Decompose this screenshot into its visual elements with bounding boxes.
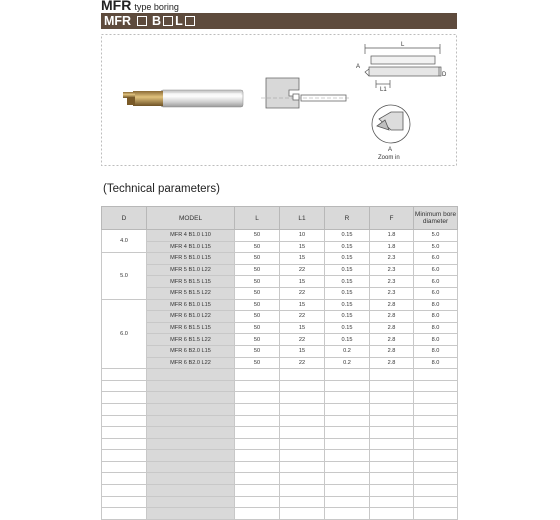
empty-cell xyxy=(235,392,280,404)
empty-cell xyxy=(325,450,370,462)
empty-cell xyxy=(280,438,325,450)
empty-cell xyxy=(370,461,414,473)
cell-d: 5.0 xyxy=(102,253,147,299)
cell-min: 5.0 xyxy=(414,241,458,253)
empty-table-row xyxy=(102,461,458,473)
empty-cell xyxy=(235,369,280,381)
dim-L-label: L xyxy=(401,42,405,48)
empty-table-row xyxy=(102,496,458,508)
cell-r: 0.15 xyxy=(325,276,370,288)
placeholder-box-icon xyxy=(163,16,173,26)
cell-l: 50 xyxy=(235,241,280,253)
empty-cell xyxy=(235,427,280,439)
cell-r: 0.15 xyxy=(325,299,370,311)
empty-cell xyxy=(147,392,235,404)
empty-cell xyxy=(102,415,147,427)
table-row xyxy=(102,299,458,311)
empty-table-row xyxy=(102,403,458,415)
technical-parameters-title: (Technical parameters) xyxy=(103,183,220,195)
empty-cell xyxy=(414,473,458,485)
table-row xyxy=(102,264,458,276)
empty-cell xyxy=(325,473,370,485)
empty-cell xyxy=(370,415,414,427)
empty-cell xyxy=(325,415,370,427)
band-prefix: MFR xyxy=(104,14,132,28)
cell-f: 2.8 xyxy=(370,345,414,357)
min-bore-line2: diameter xyxy=(422,218,449,225)
empty-cell xyxy=(370,380,414,392)
cell-l1: 22 xyxy=(280,287,325,299)
zoom-detail-circle xyxy=(372,105,410,143)
table-header-row xyxy=(102,207,458,230)
cell-l1: 15 xyxy=(280,253,325,265)
cell-l1: 15 xyxy=(280,299,325,311)
empty-cell xyxy=(325,461,370,473)
cell-min: 8.0 xyxy=(414,322,458,334)
table-row xyxy=(102,287,458,299)
view-A-label: A xyxy=(356,64,361,70)
empty-cell xyxy=(147,461,235,473)
cell-model: MFR 6 B1.5 L15 xyxy=(147,322,235,334)
cell-d: 6.0 xyxy=(102,299,147,369)
cell-l1: 22 xyxy=(280,264,325,276)
table-row xyxy=(102,276,458,288)
cell-l: 50 xyxy=(235,287,280,299)
cell-f: 2.3 xyxy=(370,276,414,288)
cell-f: 2.8 xyxy=(370,322,414,334)
empty-cell xyxy=(235,508,280,520)
empty-cell xyxy=(280,508,325,520)
cell-f: 1.8 xyxy=(370,230,414,242)
cell-l1: 22 xyxy=(280,334,325,346)
table-row xyxy=(102,241,458,253)
cross-section-drawing xyxy=(261,78,351,108)
empty-cell xyxy=(102,473,147,485)
cell-r: 0.15 xyxy=(325,322,370,334)
cell-f: 2.3 xyxy=(370,287,414,299)
empty-table-row xyxy=(102,508,458,520)
empty-cell xyxy=(280,461,325,473)
cell-r: 0.15 xyxy=(325,241,370,253)
cell-model: MFR 6 B1.0 L15 xyxy=(147,299,235,311)
empty-cell xyxy=(370,403,414,415)
empty-cell xyxy=(235,461,280,473)
col-header-f: F xyxy=(370,207,414,230)
tool-photo-image xyxy=(123,90,243,107)
cell-min: 8.0 xyxy=(414,357,458,369)
empty-cell xyxy=(280,403,325,415)
empty-cell xyxy=(414,369,458,381)
dim-D-label: D xyxy=(442,72,447,78)
empty-cell xyxy=(280,473,325,485)
empty-cell xyxy=(235,380,280,392)
empty-table-row xyxy=(102,438,458,450)
cell-r: 0.15 xyxy=(325,253,370,265)
cell-min: 8.0 xyxy=(414,299,458,311)
cell-min: 6.0 xyxy=(414,264,458,276)
empty-cell xyxy=(280,427,325,439)
empty-cell xyxy=(414,485,458,497)
cell-l: 50 xyxy=(235,357,280,369)
empty-cell xyxy=(370,473,414,485)
empty-cell xyxy=(147,508,235,520)
cell-min: 8.0 xyxy=(414,334,458,346)
cell-model: MFR 5 B1.5 L15 xyxy=(147,276,235,288)
cell-l: 50 xyxy=(235,276,280,288)
cell-r: 0.2 xyxy=(325,345,370,357)
col-header-l1: L1 xyxy=(280,207,325,230)
col-header-d: D xyxy=(102,207,147,230)
empty-cell xyxy=(280,392,325,404)
empty-cell xyxy=(325,508,370,520)
empty-cell xyxy=(414,415,458,427)
cell-l1: 10 xyxy=(280,230,325,242)
cell-l1: 22 xyxy=(280,357,325,369)
empty-cell xyxy=(147,438,235,450)
empty-cell xyxy=(235,403,280,415)
cell-f: 2.8 xyxy=(370,311,414,323)
empty-cell xyxy=(414,450,458,462)
empty-cell xyxy=(147,496,235,508)
empty-table-row xyxy=(102,485,458,497)
table-row xyxy=(102,322,458,334)
cell-min: 8.0 xyxy=(414,345,458,357)
empty-cell xyxy=(102,427,147,439)
empty-cell xyxy=(147,415,235,427)
cell-min: 6.0 xyxy=(414,276,458,288)
table-row xyxy=(102,357,458,369)
placeholder-box-icon xyxy=(185,16,195,26)
empty-cell xyxy=(102,496,147,508)
table-row xyxy=(102,230,458,242)
cell-l1: 15 xyxy=(280,345,325,357)
empty-cell xyxy=(102,485,147,497)
empty-cell xyxy=(325,392,370,404)
placeholder-box-icon xyxy=(137,16,147,26)
empty-cell xyxy=(280,369,325,381)
cell-f: 2.8 xyxy=(370,334,414,346)
cell-min: 6.0 xyxy=(414,253,458,265)
empty-cell xyxy=(370,392,414,404)
cell-r: 0.15 xyxy=(325,287,370,299)
cell-l1: 15 xyxy=(280,322,325,334)
cell-f: 2.8 xyxy=(370,357,414,369)
empty-cell xyxy=(280,450,325,462)
cell-r: 0.15 xyxy=(325,230,370,242)
empty-cell xyxy=(414,427,458,439)
empty-cell xyxy=(235,450,280,462)
cell-min: 6.0 xyxy=(414,287,458,299)
empty-cell xyxy=(414,496,458,508)
band-l: L xyxy=(175,14,183,28)
empty-cell xyxy=(147,403,235,415)
empty-cell xyxy=(102,380,147,392)
cell-f: 2.3 xyxy=(370,253,414,265)
cell-model: MFR 5 B1.5 L22 xyxy=(147,287,235,299)
cell-r: 0.15 xyxy=(325,311,370,323)
empty-cell xyxy=(147,380,235,392)
empty-cell xyxy=(414,508,458,520)
cell-model: MFR 6 B2.0 L22 xyxy=(147,357,235,369)
cell-l: 50 xyxy=(235,299,280,311)
zoom-in-label: Zoom in xyxy=(378,155,400,161)
cell-l: 50 xyxy=(235,253,280,265)
empty-cell xyxy=(102,392,147,404)
empty-cell xyxy=(102,450,147,462)
cell-l1: 22 xyxy=(280,311,325,323)
cell-min: 8.0 xyxy=(414,311,458,323)
empty-cell xyxy=(325,438,370,450)
cell-l: 50 xyxy=(235,345,280,357)
cell-model: MFR 6 B1.0 L22 xyxy=(147,311,235,323)
empty-cell xyxy=(102,403,147,415)
empty-cell xyxy=(235,496,280,508)
type-label: type boring xyxy=(134,2,179,12)
dim-L1-label: L1 xyxy=(380,87,387,93)
empty-cell xyxy=(325,380,370,392)
empty-cell xyxy=(147,473,235,485)
empty-table-row xyxy=(102,415,458,427)
cell-model: MFR 5 B1.0 L15 xyxy=(147,253,235,265)
empty-table-row xyxy=(102,380,458,392)
zoom-A-label: A xyxy=(388,147,393,153)
empty-cell xyxy=(370,427,414,439)
col-header-model: MODEL xyxy=(147,207,235,230)
band-b: B xyxy=(152,14,162,28)
empty-table-row xyxy=(102,450,458,462)
dimension-drawing xyxy=(365,44,441,88)
cell-r: 0.15 xyxy=(325,334,370,346)
series-name: MFR xyxy=(101,0,132,13)
cell-l: 50 xyxy=(235,230,280,242)
table-row xyxy=(102,253,458,265)
empty-cell xyxy=(414,380,458,392)
empty-table-row xyxy=(102,473,458,485)
cell-model: MFR 4 B1.0 L15 xyxy=(147,241,235,253)
empty-cell xyxy=(325,403,370,415)
cell-model: MFR 6 B2.0 L15 xyxy=(147,345,235,357)
empty-cell xyxy=(102,369,147,381)
cell-f: 2.3 xyxy=(370,264,414,276)
empty-cell xyxy=(370,485,414,497)
empty-cell xyxy=(235,485,280,497)
empty-cell xyxy=(102,461,147,473)
cell-l: 50 xyxy=(235,322,280,334)
empty-cell xyxy=(235,438,280,450)
col-header-r: R xyxy=(325,207,370,230)
cell-min: 5.0 xyxy=(414,230,458,242)
empty-cell xyxy=(370,496,414,508)
empty-cell xyxy=(235,415,280,427)
empty-cell xyxy=(102,508,147,520)
cell-l: 50 xyxy=(235,334,280,346)
title-band xyxy=(101,13,457,29)
empty-cell xyxy=(280,496,325,508)
empty-cell xyxy=(280,485,325,497)
empty-cell xyxy=(147,450,235,462)
cell-d: 4.0 xyxy=(102,230,147,253)
empty-table-row xyxy=(102,369,458,381)
table-row xyxy=(102,345,458,357)
col-header-l: L xyxy=(235,207,280,230)
empty-cell xyxy=(147,485,235,497)
empty-cell xyxy=(147,369,235,381)
cell-l1: 15 xyxy=(280,276,325,288)
cell-model: MFR 6 B1.5 L22 xyxy=(147,334,235,346)
empty-cell xyxy=(280,415,325,427)
empty-cell xyxy=(370,508,414,520)
empty-cell xyxy=(325,369,370,381)
empty-cell xyxy=(414,403,458,415)
empty-table-row xyxy=(102,427,458,439)
page-title xyxy=(101,0,179,13)
empty-cell xyxy=(102,438,147,450)
empty-cell xyxy=(414,438,458,450)
parameters-table xyxy=(101,206,458,520)
empty-cell xyxy=(325,496,370,508)
empty-cell xyxy=(414,461,458,473)
cell-l: 50 xyxy=(235,311,280,323)
cell-f: 1.8 xyxy=(370,241,414,253)
tool-diagrams xyxy=(101,34,457,166)
cell-r: 0.15 xyxy=(325,264,370,276)
cell-l1: 15 xyxy=(280,241,325,253)
cell-model: MFR 4 B1.0 L10 xyxy=(147,230,235,242)
model-code-pattern xyxy=(104,13,197,29)
cell-f: 2.8 xyxy=(370,299,414,311)
empty-cell xyxy=(370,369,414,381)
empty-cell xyxy=(414,392,458,404)
col-header-min-bore xyxy=(414,207,458,230)
empty-cell xyxy=(325,485,370,497)
cell-l: 50 xyxy=(235,264,280,276)
empty-cell xyxy=(235,473,280,485)
min-bore-line1: Minimum bore xyxy=(414,211,457,218)
cell-model: MFR 5 B1.0 L22 xyxy=(147,264,235,276)
empty-cell xyxy=(147,427,235,439)
empty-cell xyxy=(325,427,370,439)
cell-r: 0.2 xyxy=(325,357,370,369)
empty-cell xyxy=(280,380,325,392)
empty-cell xyxy=(370,438,414,450)
empty-cell xyxy=(370,450,414,462)
empty-table-row xyxy=(102,392,458,404)
table-row xyxy=(102,311,458,323)
table-row xyxy=(102,334,458,346)
